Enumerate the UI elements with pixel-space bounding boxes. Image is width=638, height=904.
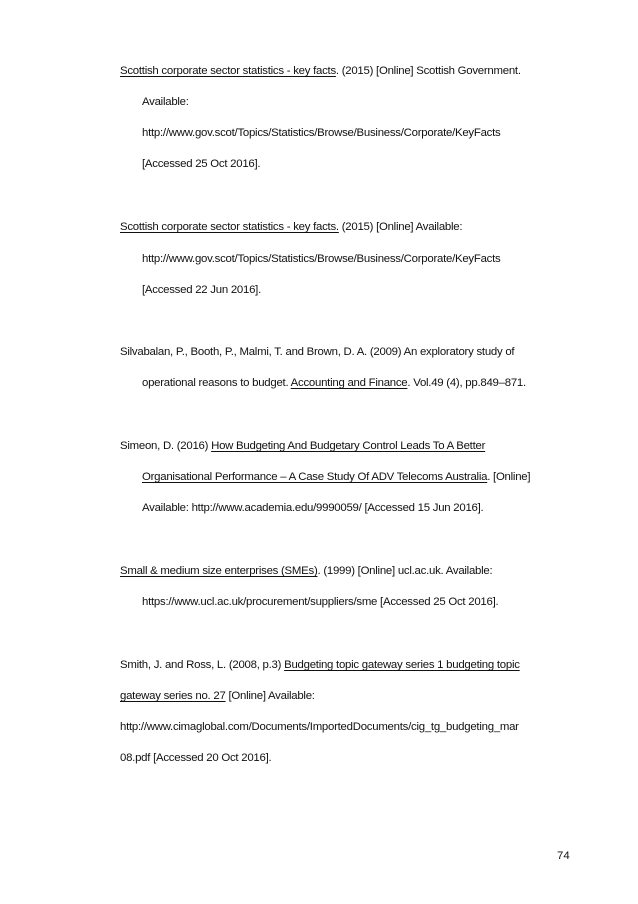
text: . Vol.49 (4), pp.849–871. [407, 377, 526, 389]
ref4-title-link-cont[interactable]: Organisational Performance – A Case Study Of ADV Telecoms Australia [142, 471, 488, 483]
ref6-line4 [120, 751, 271, 765]
text: [Accessed 22 Jun 2016]. [142, 284, 261, 296]
ref1-title-link[interactable]: Scottish corporate sector statistics - key facts [120, 65, 336, 77]
text: Available: [142, 96, 189, 108]
ref4-title-link[interactable]: How Budgeting And Budgetary Control Leads To A Better [211, 440, 486, 452]
page-number: 74 [557, 850, 570, 862]
ref4-line1 [120, 439, 485, 453]
url-text: http://www.gov.scot/Topics/Statistics/Browse/Business/Corporate/KeyFacts [142, 127, 501, 139]
ref6-line1 [120, 658, 520, 672]
ref2-line3 [142, 283, 261, 297]
ref4-line2 [142, 470, 530, 484]
ref4-line3 [142, 501, 483, 515]
text: . (1999) [Online] ucl.ac.uk. Available: [317, 565, 493, 577]
url-text: http://www.cimaglobal.com/Documents/ImportedDocuments/cig_tg_budgeting_mar [120, 721, 519, 733]
ref1-line2 [142, 95, 189, 109]
url-text: http://www.gov.scot/Topics/Statistics/Browse/Business/Corporate/KeyFacts [142, 253, 501, 265]
ref2-line2 [142, 252, 500, 266]
text: [Online] Available: [225, 690, 315, 702]
ref1-line4 [142, 157, 260, 171]
ref6-line2 [120, 689, 315, 703]
ref3-line2 [142, 376, 526, 390]
ref3-line1 [120, 345, 514, 359]
text: Available: http://www.academia.edu/9990059/ [Accessed 15 Jun 2016]. [142, 502, 484, 514]
ref5-line2 [142, 595, 498, 609]
journal-link[interactable]: Accounting and Finance [290, 377, 408, 389]
url-text: https://www.ucl.ac.uk/procurement/suppliers/sme [Accessed 25 Oct 2016]. [142, 596, 499, 608]
text: . (2015) [Online] Scottish Government. [335, 65, 521, 77]
ref6-title-link-cont[interactable]: gateway series no. 27 [120, 690, 226, 702]
text: Smith, J. and Ross, L. (2008, p.3) [120, 659, 285, 671]
ref6-line3 [120, 720, 519, 734]
ref5-line1 [120, 564, 492, 578]
text: (2015) [Online] Available: [338, 221, 463, 233]
ref2-title-link[interactable]: Scottish corporate sector statistics - key facts. [120, 221, 339, 233]
ref6-title-link[interactable]: Budgeting topic gateway series 1 budgeting topic [284, 659, 520, 671]
text: Silvabalan, P., Booth, P., Malmi, T. and Brown, D. A. (2009) An exploratory study of [120, 346, 515, 358]
ref1-line3 [142, 126, 500, 140]
text: 08.pdf [Accessed 20 Oct 2016]. [120, 752, 272, 764]
text: [Accessed 25 Oct 2016]. [142, 158, 261, 170]
text: operational reasons to budget. [142, 377, 291, 389]
text: Simeon, D. (2016) [120, 440, 212, 452]
ref2-line1 [120, 220, 462, 234]
ref1-line1 [120, 64, 521, 78]
ref5-title-link[interactable]: Small & medium size enterprises (SMEs) [120, 565, 318, 577]
text: . [Online] [487, 471, 531, 483]
